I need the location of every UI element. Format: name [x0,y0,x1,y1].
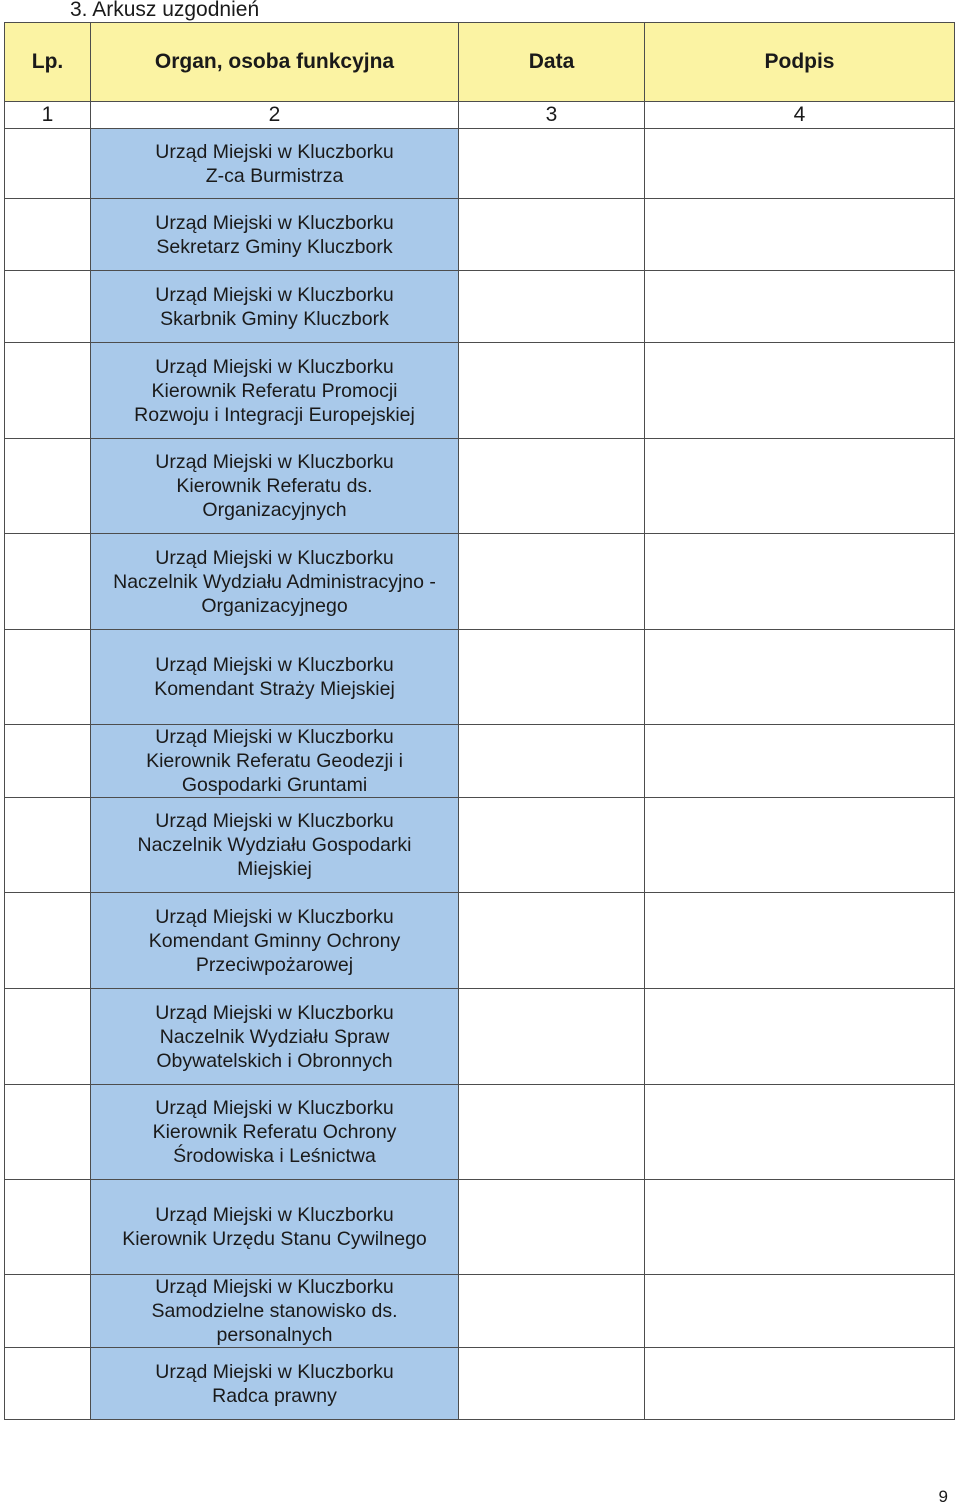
lp-cell [5,1348,91,1420]
signature-cell[interactable] [645,199,955,271]
signature-cell[interactable] [645,534,955,630]
organ-cell [91,725,459,798]
organ-cell [91,1348,459,1420]
organ-cell [91,534,459,630]
signature-cell[interactable] [645,129,955,199]
date-cell[interactable] [459,439,645,534]
table-row [5,725,955,798]
lp-cell [5,129,91,199]
organ-line: Sekretarz Gminy Kluczbork [156,235,393,258]
date-cell[interactable] [459,534,645,630]
signature-cell[interactable] [645,1275,955,1348]
lp-cell [5,725,91,798]
column-number: 1 [5,102,91,129]
organ-line: Miejskiej [237,858,312,880]
date-cell[interactable] [459,199,645,271]
organ-line: Urząd Miejski w Kluczborku [155,1276,394,1298]
date-cell[interactable] [459,725,645,798]
organ-line: Urząd Miejski w Kluczborku [155,1204,394,1226]
organ-cell [91,271,459,343]
lp-cell [5,1180,91,1275]
date-cell[interactable] [459,1085,645,1180]
signature-cell[interactable] [645,343,955,439]
table-row [5,989,955,1085]
organ-line: Skarbnik Gminy Kluczbork [160,307,389,330]
organ-line: Radca prawny [212,1384,337,1407]
table-row [5,1085,955,1180]
organ-cell [91,1180,459,1275]
table-row [5,439,955,534]
organ-line: Urząd Miejski w Kluczborku [155,1001,394,1024]
table-row [5,343,955,439]
section-title: 3. Arkusz uzgodnień [70,0,260,21]
organ-line: Komendant Gminny Ochrony [148,929,401,952]
signature-cell[interactable] [645,1180,955,1275]
organ-cell [91,1085,459,1180]
organ-line: Gospodarki Gruntami [181,774,368,796]
table-row [5,534,955,630]
header-row [5,23,955,102]
page-number: 9 [938,1487,948,1506]
table-row [5,1348,955,1420]
lp-cell [5,630,91,725]
date-cell[interactable] [459,893,645,989]
table-row [5,1275,955,1348]
table-row [5,129,955,199]
lp-cell [5,199,91,271]
organ-line: Urząd Miejski w Kluczborku [155,211,394,234]
lp-cell [5,1275,91,1348]
header-organ: Organ, osoba funkcyjna [91,23,459,102]
organ-line: personalnych [216,1324,333,1346]
organ-cell [91,129,459,199]
organ-line: Urząd Miejski w Kluczborku [155,546,394,569]
organ-line: Kierownik Urzędu Stanu Cywilnego [122,1228,427,1250]
date-cell[interactable] [459,1180,645,1275]
organ-line: Rozwoju i Integracji Europejskiej [134,403,415,426]
column-number: 2 [91,102,459,129]
organ-line: Organizacyjnego [201,594,348,617]
signature-cell[interactable] [645,725,955,798]
date-cell[interactable] [459,129,645,199]
organ-line: Komendant Straży Miejskiej [154,678,395,700]
organ-line: Naczelnik Wydziału Administracyjno - [113,570,436,593]
table-row [5,199,955,271]
organ-line: Samodzielne stanowisko ds. [151,1300,398,1322]
organ-cell [91,343,459,439]
date-cell[interactable] [459,1348,645,1420]
organ-line: Urząd Miejski w Kluczborku [155,140,394,163]
column-number: 4 [645,102,955,129]
header-data: Data [459,23,645,102]
date-cell[interactable] [459,989,645,1085]
lp-cell [5,439,91,534]
organ-cell [91,989,459,1085]
organ-line: Urząd Miejski w Kluczborku [155,451,394,473]
organ-line: Organizacyjnych [202,499,347,521]
organ-line: Urząd Miejski w Kluczborku [155,726,394,748]
lp-cell [5,1085,91,1180]
table-body [5,129,955,1420]
signature-cell[interactable] [645,989,955,1085]
column-number-row [5,102,955,129]
organ-line: Obywatelskich i Obronnych [156,1049,393,1072]
lp-cell [5,798,91,893]
date-cell[interactable] [459,271,645,343]
signature-cell[interactable] [645,439,955,534]
organ-line: Naczelnik Wydziału Gospodarki [137,834,412,856]
organ-line: Kierownik Referatu Geodezji i [146,750,403,772]
column-number: 3 [459,102,645,129]
signature-cell[interactable] [645,893,955,989]
agreement-table [4,22,955,1420]
table-row [5,893,955,989]
lp-cell [5,271,91,343]
lp-cell [5,534,91,630]
date-cell[interactable] [459,798,645,893]
organ-line: Naczelnik Wydziału Spraw [159,1025,390,1048]
organ-cell [91,1275,459,1348]
organ-line: Urząd Miejski w Kluczborku [155,905,394,928]
signature-cell[interactable] [645,1085,955,1180]
lp-cell [5,893,91,989]
organ-line: Urząd Miejski w Kluczborku [155,810,394,832]
organ-cell [91,439,459,534]
date-cell[interactable] [459,630,645,725]
organ-cell [91,798,459,893]
organ-line: Z-ca Burmistrza [205,164,344,187]
organ-line: Urząd Miejski w Kluczborku [155,283,394,306]
organ-line: Urząd Miejski w Kluczborku [155,1097,394,1119]
signature-cell[interactable] [645,271,955,343]
organ-line: Urząd Miejski w Kluczborku [155,1360,394,1383]
organ-line: Urząd Miejski w Kluczborku [155,654,394,676]
header-lp: Lp. [5,23,91,102]
organ-cell [91,630,459,725]
organ-line: Kierownik Referatu ds. [176,475,373,497]
lp-cell [5,989,91,1085]
signature-cell[interactable] [645,630,955,725]
table-row [5,271,955,343]
signature-cell[interactable] [645,1348,955,1420]
header-podpis: Podpis [645,23,955,102]
organ-line: Kierownik Referatu Ochrony [152,1121,397,1143]
lp-cell [5,343,91,439]
signature-cell[interactable] [645,798,955,893]
table-row [5,1180,955,1275]
date-cell[interactable] [459,1275,645,1348]
organ-line: Środowiska i Leśnictwa [173,1145,376,1167]
organ-line: Kierownik Referatu Promocji [151,379,398,402]
organ-cell [91,199,459,271]
organ-cell [91,893,459,989]
date-cell[interactable] [459,343,645,439]
organ-line: Przeciwpożarowej [195,953,354,976]
table-row [5,798,955,893]
table-row [5,630,955,725]
organ-line: Urząd Miejski w Kluczborku [155,355,394,378]
